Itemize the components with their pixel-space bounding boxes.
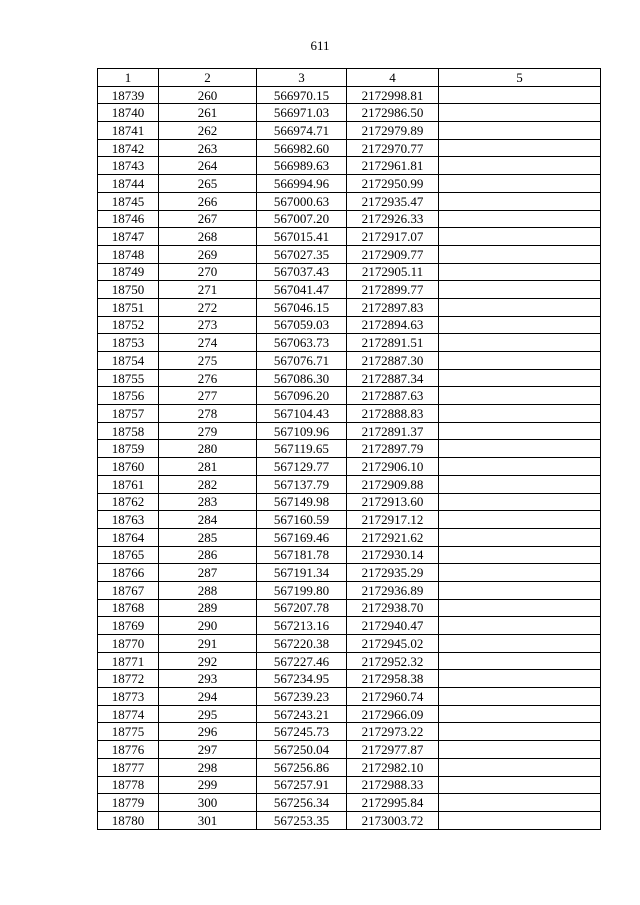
- table-cell-col-4: 2172930.14: [347, 546, 439, 564]
- table-cell-col-2: 301: [159, 811, 257, 829]
- table-cell-col-5: [439, 528, 601, 546]
- table-row: [98, 192, 601, 210]
- table-row: [98, 316, 601, 334]
- table-cell-col-1: 18748: [98, 245, 159, 263]
- table-cell-col-1: 18770: [98, 635, 159, 653]
- table-cell-col-3: 567243.21: [257, 705, 347, 723]
- table-cell-col-2: 271: [159, 281, 257, 299]
- table-row: [98, 475, 601, 493]
- table-cell-col-1: 18752: [98, 316, 159, 334]
- table-cell-col-1: 18743: [98, 157, 159, 175]
- table-cell-col-4: 2172887.30: [347, 352, 439, 370]
- table-row: [98, 369, 601, 387]
- table-cell-col-3: 566970.15: [257, 86, 347, 104]
- table-cell-col-5: [439, 139, 601, 157]
- column-header-3: 3: [257, 69, 347, 87]
- table-cell-col-5: [439, 104, 601, 122]
- table-cell-col-2: 260: [159, 86, 257, 104]
- table-cell-col-2: 261: [159, 104, 257, 122]
- table-cell-col-1: 18779: [98, 794, 159, 812]
- table-row: [98, 581, 601, 599]
- table-cell-col-3: 567256.86: [257, 758, 347, 776]
- table-cell-col-5: [439, 741, 601, 759]
- table-cell-col-3: 567076.71: [257, 352, 347, 370]
- page-number: 611: [310, 38, 330, 53]
- table-cell-col-1: 18753: [98, 334, 159, 352]
- table-cell-col-3: 567257.91: [257, 776, 347, 794]
- table-row: [98, 811, 601, 829]
- table-cell-col-1: 18749: [98, 263, 159, 281]
- table-cell-col-1: 18760: [98, 458, 159, 476]
- table-cell-col-1: 18741: [98, 122, 159, 140]
- table-row: [98, 688, 601, 706]
- table-cell-col-5: [439, 422, 601, 440]
- table-cell-col-4: 2172888.83: [347, 405, 439, 423]
- table-cell-col-1: 18765: [98, 546, 159, 564]
- table-row: [98, 458, 601, 476]
- table-row: [98, 635, 601, 653]
- table-cell-col-1: 18756: [98, 387, 159, 405]
- table-cell-col-3: 567250.04: [257, 741, 347, 759]
- table-cell-col-5: [439, 493, 601, 511]
- table-body: [98, 86, 601, 829]
- table-cell-col-4: 2172909.77: [347, 245, 439, 263]
- table-cell-col-5: [439, 705, 601, 723]
- table-cell-col-5: [439, 405, 601, 423]
- table-cell-col-4: 2172906.10: [347, 458, 439, 476]
- table-cell-col-4: 2172887.63: [347, 387, 439, 405]
- table-cell-col-2: 294: [159, 688, 257, 706]
- table-cell-col-5: [439, 617, 601, 635]
- table-cell-col-4: 2172909.88: [347, 475, 439, 493]
- table-cell-col-1: 18777: [98, 758, 159, 776]
- table-cell-col-2: 287: [159, 564, 257, 582]
- column-header-1: 1: [98, 69, 159, 87]
- table-cell-col-4: 2172973.22: [347, 723, 439, 741]
- table-row: [98, 334, 601, 352]
- table-row: [98, 422, 601, 440]
- table-cell-col-1: 18745: [98, 192, 159, 210]
- table-cell-col-3: 567007.20: [257, 210, 347, 228]
- table-cell-col-2: 264: [159, 157, 257, 175]
- table-cell-col-2: 291: [159, 635, 257, 653]
- table-cell-col-2: 279: [159, 422, 257, 440]
- table-cell-col-1: 18762: [98, 493, 159, 511]
- table-row: [98, 794, 601, 812]
- table-cell-col-3: 567220.38: [257, 635, 347, 653]
- table-cell-col-5: [439, 776, 601, 794]
- table-cell-col-5: [439, 263, 601, 281]
- table-cell-col-5: [439, 458, 601, 476]
- table-cell-col-4: 2172986.50: [347, 104, 439, 122]
- table-cell-col-2: 273: [159, 316, 257, 334]
- table-row: [98, 86, 601, 104]
- table-cell-col-1: 18755: [98, 369, 159, 387]
- table-cell-col-3: 567207.78: [257, 599, 347, 617]
- table-cell-col-5: [439, 192, 601, 210]
- table-cell-col-4: 2172966.09: [347, 705, 439, 723]
- table-cell-col-5: [439, 670, 601, 688]
- table-cell-col-5: [439, 635, 601, 653]
- table-row: [98, 352, 601, 370]
- table-cell-col-3: 567245.73: [257, 723, 347, 741]
- table-cell-col-1: 18772: [98, 670, 159, 688]
- table-row: [98, 210, 601, 228]
- table-cell-col-4: 2172960.74: [347, 688, 439, 706]
- table-row: [98, 723, 601, 741]
- table-cell-col-3: 567234.95: [257, 670, 347, 688]
- table-cell-col-5: [439, 652, 601, 670]
- table-cell-col-2: 298: [159, 758, 257, 776]
- table-cell-col-4: 2172982.10: [347, 758, 439, 776]
- table-cell-col-5: [439, 122, 601, 140]
- table-row: [98, 440, 601, 458]
- table-row: [98, 617, 601, 635]
- table-cell-col-3: 567059.03: [257, 316, 347, 334]
- table-cell-col-3: 567109.96: [257, 422, 347, 440]
- table-cell-col-1: 18780: [98, 811, 159, 829]
- table-cell-col-1: 18761: [98, 475, 159, 493]
- table-cell-col-2: 265: [159, 175, 257, 193]
- table-cell-col-3: 567096.20: [257, 387, 347, 405]
- table-row: [98, 493, 601, 511]
- table-cell-col-3: 567046.15: [257, 298, 347, 316]
- table-row: [98, 652, 601, 670]
- column-header-4: 4: [347, 69, 439, 87]
- table-cell-col-3: 567213.16: [257, 617, 347, 635]
- coordinates-table: [97, 68, 601, 830]
- table-cell-col-5: [439, 599, 601, 617]
- table-row: [98, 528, 601, 546]
- table-cell-col-4: 2172921.62: [347, 528, 439, 546]
- table-row: [98, 670, 601, 688]
- table-cell-col-1: 18769: [98, 617, 159, 635]
- table-cell-col-3: 567129.77: [257, 458, 347, 476]
- table-cell-col-1: 18766: [98, 564, 159, 582]
- table-cell-col-1: 18754: [98, 352, 159, 370]
- table-cell-col-1: 18759: [98, 440, 159, 458]
- table-cell-col-1: 18742: [98, 139, 159, 157]
- table-cell-col-1: 18744: [98, 175, 159, 193]
- table-cell-col-4: 2172950.99: [347, 175, 439, 193]
- table-cell-col-2: 276: [159, 369, 257, 387]
- table-cell-col-4: 2172977.87: [347, 741, 439, 759]
- table-cell-col-3: 566989.63: [257, 157, 347, 175]
- table-cell-col-4: 2172938.70: [347, 599, 439, 617]
- table-cell-col-2: 293: [159, 670, 257, 688]
- table-row: [98, 776, 601, 794]
- table-cell-col-3: 567169.46: [257, 528, 347, 546]
- table-cell-col-1: 18763: [98, 511, 159, 529]
- table-cell-col-5: [439, 387, 601, 405]
- table-cell-col-2: 282: [159, 475, 257, 493]
- table-cell-col-2: 296: [159, 723, 257, 741]
- table-cell-col-3: 567199.80: [257, 581, 347, 599]
- table-cell-col-4: 2172998.81: [347, 86, 439, 104]
- table-cell-col-5: [439, 475, 601, 493]
- table-cell-col-1: 18739: [98, 86, 159, 104]
- table-cell-col-4: 2172952.32: [347, 652, 439, 670]
- table-cell-col-1: 18775: [98, 723, 159, 741]
- table-cell-col-2: 272: [159, 298, 257, 316]
- table-cell-col-4: 2172887.34: [347, 369, 439, 387]
- table-cell-col-3: 567227.46: [257, 652, 347, 670]
- table-cell-col-5: [439, 564, 601, 582]
- table-cell-col-3: 567137.79: [257, 475, 347, 493]
- table-cell-col-1: 18758: [98, 422, 159, 440]
- table-cell-col-3: 567000.63: [257, 192, 347, 210]
- table-cell-col-2: 300: [159, 794, 257, 812]
- table-row: [98, 741, 601, 759]
- table-cell-col-2: 269: [159, 245, 257, 263]
- table-cell-col-2: 268: [159, 228, 257, 246]
- table-cell-col-3: 567015.41: [257, 228, 347, 246]
- table-cell-col-2: 263: [159, 139, 257, 157]
- table-cell-col-5: [439, 298, 601, 316]
- table-cell-col-3: 567191.34: [257, 564, 347, 582]
- table-cell-col-2: 281: [159, 458, 257, 476]
- column-header-2: 2: [159, 69, 257, 87]
- table-cell-col-3: 567027.35: [257, 245, 347, 263]
- table-cell-col-3: 567253.35: [257, 811, 347, 829]
- table-cell-col-1: 18773: [98, 688, 159, 706]
- table-cell-col-2: 299: [159, 776, 257, 794]
- table-cell-col-3: 567086.30: [257, 369, 347, 387]
- table-cell-col-1: 18776: [98, 741, 159, 759]
- table-cell-col-5: [439, 245, 601, 263]
- table-row: [98, 387, 601, 405]
- table-cell-col-4: 2172935.47: [347, 192, 439, 210]
- table-cell-col-2: 289: [159, 599, 257, 617]
- table-cell-col-2: 288: [159, 581, 257, 599]
- table-cell-col-2: 270: [159, 263, 257, 281]
- table-cell-col-2: 283: [159, 493, 257, 511]
- table-cell-col-3: 567239.23: [257, 688, 347, 706]
- table-cell-col-5: [439, 546, 601, 564]
- table-cell-col-2: 292: [159, 652, 257, 670]
- table-cell-col-5: [439, 175, 601, 193]
- table-cell-col-3: 566994.96: [257, 175, 347, 193]
- table-row: [98, 139, 601, 157]
- table-cell-col-1: 18771: [98, 652, 159, 670]
- table-cell-col-2: 285: [159, 528, 257, 546]
- table-cell-col-3: 567181.78: [257, 546, 347, 564]
- table-cell-col-5: [439, 352, 601, 370]
- table-cell-col-1: 18747: [98, 228, 159, 246]
- table-cell-col-1: 18751: [98, 298, 159, 316]
- table-row: [98, 263, 601, 281]
- table-row: [98, 175, 601, 193]
- table-cell-col-2: 275: [159, 352, 257, 370]
- table-cell-col-3: 567119.65: [257, 440, 347, 458]
- table-cell-col-3: 567256.34: [257, 794, 347, 812]
- column-header-5: 5: [439, 69, 601, 87]
- table-row: [98, 511, 601, 529]
- table-cell-col-5: [439, 369, 601, 387]
- table-cell-col-2: 290: [159, 617, 257, 635]
- table-row: [98, 705, 601, 723]
- table-row: [98, 546, 601, 564]
- table-cell-col-2: 284: [159, 511, 257, 529]
- table-cell-col-2: 278: [159, 405, 257, 423]
- table-cell-col-4: 2172926.33: [347, 210, 439, 228]
- table-cell-col-5: [439, 511, 601, 529]
- table-cell-col-2: 297: [159, 741, 257, 759]
- table-cell-col-2: 286: [159, 546, 257, 564]
- table-cell-col-4: 2172891.37: [347, 422, 439, 440]
- table-cell-col-1: 18764: [98, 528, 159, 546]
- table-cell-col-5: [439, 210, 601, 228]
- table-row: [98, 405, 601, 423]
- table-cell-col-5: [439, 758, 601, 776]
- table-row: [98, 564, 601, 582]
- table-cell-col-4: 2172917.12: [347, 511, 439, 529]
- table-cell-col-4: 2172961.81: [347, 157, 439, 175]
- table-cell-col-1: 18768: [98, 599, 159, 617]
- table-cell-col-3: 567037.43: [257, 263, 347, 281]
- table-cell-col-2: 277: [159, 387, 257, 405]
- table-cell-col-4: 2172905.11: [347, 263, 439, 281]
- table-header-row: [98, 69, 601, 87]
- table-cell-col-5: [439, 440, 601, 458]
- table-cell-col-4: 2172936.89: [347, 581, 439, 599]
- table-cell-col-4: 2172970.77: [347, 139, 439, 157]
- table-cell-col-4: 2172897.83: [347, 298, 439, 316]
- table-cell-col-3: 567104.43: [257, 405, 347, 423]
- table-cell-col-1: 18750: [98, 281, 159, 299]
- table-cell-col-4: 2172988.33: [347, 776, 439, 794]
- table-cell-col-4: 2172913.60: [347, 493, 439, 511]
- table-cell-col-1: 18746: [98, 210, 159, 228]
- table-cell-col-5: [439, 794, 601, 812]
- table-cell-col-2: 274: [159, 334, 257, 352]
- table-cell-col-2: 266: [159, 192, 257, 210]
- table-cell-col-2: 262: [159, 122, 257, 140]
- table-cell-col-4: 2172979.89: [347, 122, 439, 140]
- table-cell-col-3: 567041.47: [257, 281, 347, 299]
- table-cell-col-2: 295: [159, 705, 257, 723]
- table-cell-col-5: [439, 86, 601, 104]
- table-cell-col-3: 566974.71: [257, 122, 347, 140]
- table-cell-col-5: [439, 581, 601, 599]
- table-cell-col-5: [439, 228, 601, 246]
- table-cell-col-3: 566971.03: [257, 104, 347, 122]
- table-cell-col-3: 567149.98: [257, 493, 347, 511]
- table-cell-col-3: 567160.59: [257, 511, 347, 529]
- table-cell-col-1: 18767: [98, 581, 159, 599]
- table-row: [98, 245, 601, 263]
- table-cell-col-4: 2172917.07: [347, 228, 439, 246]
- table-cell-col-3: 566982.60: [257, 139, 347, 157]
- table-cell-col-4: 2172940.47: [347, 617, 439, 635]
- table-cell-col-1: 18757: [98, 405, 159, 423]
- table-cell-col-4: 2172899.77: [347, 281, 439, 299]
- table-cell-col-4: 2172945.02: [347, 635, 439, 653]
- table-cell-col-4: 2172935.29: [347, 564, 439, 582]
- table-cell-col-5: [439, 723, 601, 741]
- table-cell-col-1: 18778: [98, 776, 159, 794]
- table-cell-col-3: 567063.73: [257, 334, 347, 352]
- table-cell-col-5: [439, 688, 601, 706]
- table-cell-col-4: 2173003.72: [347, 811, 439, 829]
- table-row: [98, 281, 601, 299]
- table-cell-col-4: 2172891.51: [347, 334, 439, 352]
- table-cell-col-2: 267: [159, 210, 257, 228]
- table-cell-col-4: 2172958.38: [347, 670, 439, 688]
- table-cell-col-5: [439, 811, 601, 829]
- table-cell-col-1: 18740: [98, 104, 159, 122]
- table-row: [98, 758, 601, 776]
- table-cell-col-4: 2172897.79: [347, 440, 439, 458]
- table-row: [98, 157, 601, 175]
- table-row: [98, 122, 601, 140]
- table-row: [98, 599, 601, 617]
- table-cell-col-4: 2172995.84: [347, 794, 439, 812]
- table-row: [98, 228, 601, 246]
- table-cell-col-2: 280: [159, 440, 257, 458]
- table-cell-col-4: 2172894.63: [347, 316, 439, 334]
- table-row: [98, 298, 601, 316]
- table-cell-col-5: [439, 281, 601, 299]
- table-cell-col-5: [439, 157, 601, 175]
- table-row: [98, 104, 601, 122]
- table-cell-col-5: [439, 316, 601, 334]
- table-cell-col-1: 18774: [98, 705, 159, 723]
- table-cell-col-5: [439, 334, 601, 352]
